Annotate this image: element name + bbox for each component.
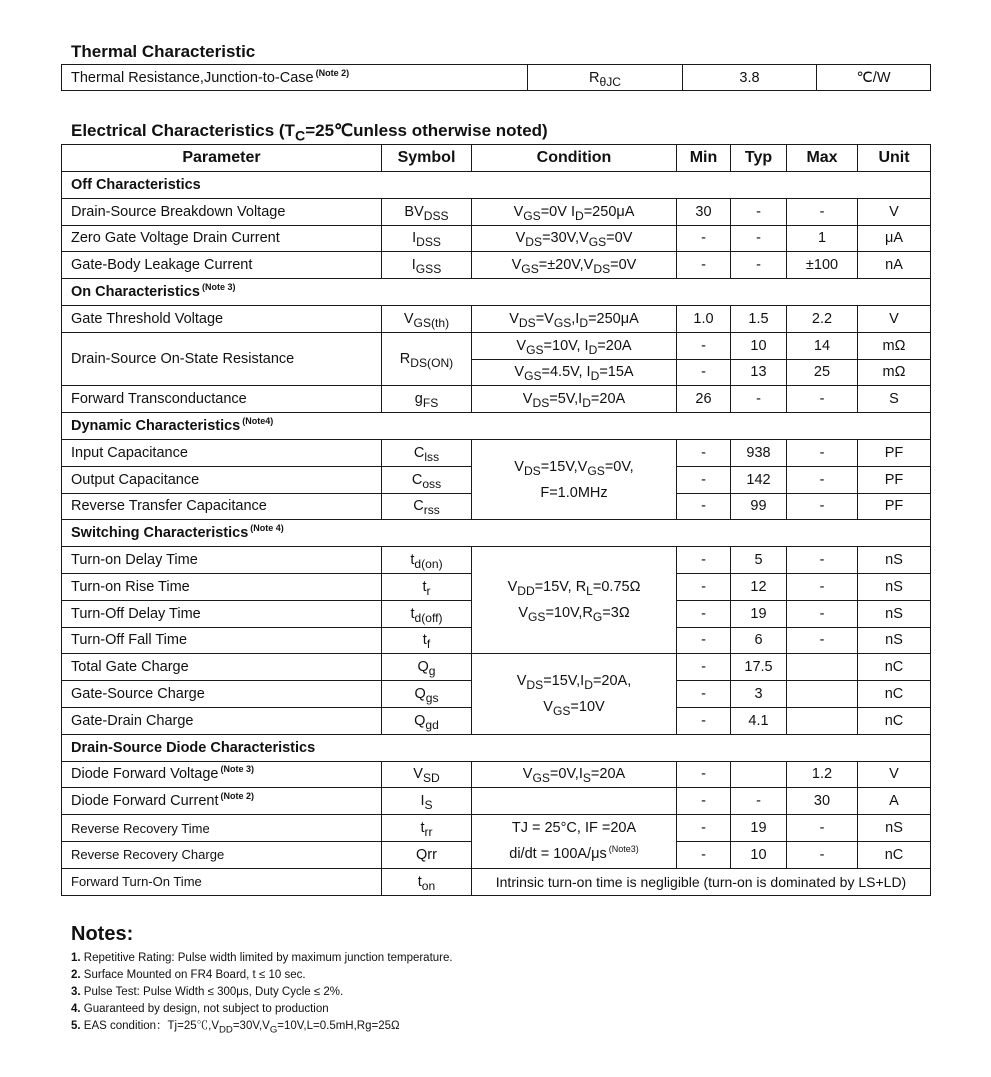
condition-cell: $V_{DS}=15V,V_{GS}=0V$, F=1.0MHz [472, 439, 677, 519]
unit-cell: nC [858, 841, 931, 868]
symbol-sub: f [426, 637, 431, 652]
condition-cell: $V_{GS}=0V,I_S=20A$ [472, 761, 677, 788]
symbol-sub: DS(ON) [410, 355, 454, 370]
unit-cell: V [858, 305, 931, 332]
unit-cell: mΩ [858, 332, 931, 359]
condition-cell: TJ = 25°C, IF =20A di/dt = 100A/μs $^{(Note3)}$ [472, 815, 677, 869]
note-text: =10V,L=0.5mH,Rg=25Ω [277, 1020, 400, 1032]
symbol-sub: on [421, 878, 436, 893]
note-number: 1. [71, 952, 81, 964]
symbol-main: t [417, 873, 422, 890]
param-cell: Reverse Recovery Charge [62, 841, 382, 868]
typ-cell: 12 [731, 573, 787, 600]
unit-cell: A [858, 788, 931, 815]
note-item [71, 984, 453, 1001]
symbol-main: t [420, 820, 425, 837]
condition-cell: $V_{GS}=10V$, $I_D=20A$ [472, 332, 677, 359]
table-row [62, 225, 931, 252]
typ-cell: 6 [731, 627, 787, 654]
typ-cell [731, 761, 787, 788]
table-row [62, 252, 931, 279]
unit-cell: nS [858, 573, 931, 600]
symbol-main: V [413, 766, 423, 783]
min-cell: - [677, 600, 731, 627]
table-row [62, 439, 931, 466]
section-row [62, 279, 931, 306]
unit-cell: mΩ [858, 359, 931, 386]
symbol-cell [382, 600, 472, 627]
symbol-main: I [412, 230, 417, 247]
symbol-sub: gd [425, 717, 439, 732]
unit-cell: nC [858, 681, 931, 708]
symbol-cell: Qrr [382, 841, 472, 868]
symbol-main: C [411, 471, 423, 488]
typ-cell: 19 [731, 815, 787, 842]
unit-cell: nS [858, 627, 931, 654]
param-cell: Gate-Source Charge [62, 681, 382, 708]
note-item [71, 1001, 453, 1018]
param-cell: Forward Turn-On Time [62, 868, 382, 895]
note-sub: DD [219, 1024, 233, 1036]
condition-cell: $V_{GS}=4.5V$, $I_D=15A$ [472, 359, 677, 386]
symbol-sub: lss [424, 449, 440, 464]
table-row [62, 654, 931, 681]
symbol-main: Q [414, 686, 426, 703]
header-max: Max [787, 145, 858, 172]
symbol-main: C [413, 498, 424, 515]
section-label: On Characteristics [71, 284, 200, 301]
symbol-sub: oss [422, 476, 442, 491]
note-number: 2. [71, 969, 81, 981]
symbol-main: I [411, 257, 416, 274]
symbol-sub: DSS [423, 208, 449, 223]
min-cell: - [677, 466, 731, 493]
symbol-cell [382, 761, 472, 788]
value-cell: 3.8 [683, 65, 817, 91]
unit-cell: ℃/W [817, 65, 931, 91]
section-switching [62, 520, 931, 547]
section-on [62, 279, 931, 306]
symbol-cell [382, 332, 472, 386]
param-cell: Gate-Drain Charge [62, 707, 382, 734]
title-part: =25℃unless otherwise noted) [305, 121, 548, 140]
condition-cell: $V_{DS}=V_{GS},I_D=250\mu A$ [472, 305, 677, 332]
table-row [62, 761, 931, 788]
symbol-sub: rr [424, 824, 433, 839]
unit-cell: nA [858, 252, 931, 279]
symbol-cell [382, 654, 472, 681]
typ-cell: 10 [731, 332, 787, 359]
unit-cell: nS [858, 547, 931, 574]
section-off: Off Characteristics [62, 172, 931, 199]
symbol-cell [382, 225, 472, 252]
max-cell: 1.2 [787, 761, 858, 788]
section-row [62, 734, 931, 761]
table-row [62, 65, 931, 91]
note-text: Surface Mounted on FR4 Board, t ≤ 10 sec. [83, 969, 306, 981]
param-cell: Turn-on Rise Time [62, 573, 382, 600]
symbol-main: t [410, 605, 415, 622]
symbol-sub: GS(th) [413, 315, 450, 330]
symbol-cell [382, 815, 472, 842]
typ-cell: 17.5 [731, 654, 787, 681]
typ-cell: - [731, 788, 787, 815]
note-number: 4. [71, 1003, 81, 1015]
min-cell: - [677, 841, 731, 868]
condition-cell [472, 788, 677, 815]
typ-cell: - [731, 386, 787, 413]
table-row [62, 815, 931, 842]
note-ref: (Note4) [242, 416, 274, 427]
param-text: Diode Forward Current [71, 793, 219, 810]
min-cell: - [677, 815, 731, 842]
note-text: Pulse Test: Pulse Width ≤ 300μs, Duty Cycle ≤ 2%. [83, 986, 344, 998]
min-cell: - [677, 332, 731, 359]
symbol-sub: GSS [415, 262, 442, 277]
max-cell: - [787, 627, 858, 654]
table-row [62, 305, 931, 332]
table-row [62, 198, 931, 225]
max-cell: - [787, 386, 858, 413]
param-cell: Zero Gate Voltage Drain Current [62, 225, 382, 252]
max-cell: - [787, 547, 858, 574]
notes-title: Notes: [71, 923, 134, 945]
symbol-main: g [414, 391, 423, 408]
symbol-sub: DSS [416, 235, 441, 250]
symbol-cell [382, 386, 472, 413]
symbol-cell [382, 439, 472, 466]
symbol-cell [382, 681, 472, 708]
min-cell: - [677, 788, 731, 815]
param-cell: Turn-on Delay Time [62, 547, 382, 574]
condition-cell: $V_{GS}=0V$ $I_D=250\mu A$ [472, 198, 677, 225]
param-cell: Turn-Off Fall Time [62, 627, 382, 654]
param-cell [62, 65, 528, 91]
min-cell: - [677, 761, 731, 788]
typ-cell: 1.5 [731, 305, 787, 332]
min-cell: - [677, 493, 731, 520]
max-cell: ±100 [787, 252, 858, 279]
max-cell: - [787, 466, 858, 493]
symbol-sub: rss [423, 503, 440, 518]
table-row [62, 868, 931, 895]
max-cell: - [787, 493, 858, 520]
symbol-main: Q [414, 712, 426, 729]
max-cell: - [787, 439, 858, 466]
unit-cell: V [858, 198, 931, 225]
typ-cell: - [731, 225, 787, 252]
condition-cell: $V_{GS}=\pm 20V,V_{DS}=0V$ [472, 252, 677, 279]
symbol-main: t [422, 578, 427, 595]
condition-cell: $V_{DD}=15V$, $R_L=0.75\Omega$ $V_{GS}=10V,R_G=3\Omega$ [472, 547, 677, 654]
symbol-main: R [399, 351, 411, 368]
condition-cell: Intrinsic turn-on time is negligible (turn-on is dominated by LS+LD) [472, 868, 931, 895]
param-cell: Gate Threshold Voltage [62, 305, 382, 332]
param-text: Diode Forward Voltage [71, 766, 219, 783]
section-label: Dynamic Characteristics [71, 418, 241, 435]
max-cell: - [787, 841, 858, 868]
symbol-main: t [422, 632, 427, 649]
condition-cell: $V_{DS}=15V,I_D=20A$, $V_{GS}=10V$ [472, 654, 677, 734]
table-row [62, 547, 931, 574]
typ-cell: - [731, 198, 787, 225]
typ-cell: 5 [731, 547, 787, 574]
max-cell: 2.2 [787, 305, 858, 332]
param-cell: Forward Transconductance [62, 386, 382, 413]
symbol-main: I [420, 793, 425, 810]
header-parameter: Parameter [62, 145, 382, 172]
section-dynamic [62, 413, 931, 440]
min-cell: 26 [677, 386, 731, 413]
thermal-title: Thermal Characteristic [71, 42, 256, 61]
typ-cell: 13 [731, 359, 787, 386]
note-number: 5. [71, 1020, 81, 1032]
symbol-main: BV [404, 203, 424, 220]
min-cell: - [677, 252, 731, 279]
max-cell: - [787, 198, 858, 225]
symbol-cell [382, 252, 472, 279]
unit-cell: V [858, 761, 931, 788]
electrical-title [71, 121, 548, 145]
param-cell: Input Capacitance [62, 439, 382, 466]
max-cell [787, 681, 858, 708]
typ-cell: 99 [731, 493, 787, 520]
min-cell: 30 [677, 198, 731, 225]
min-cell: - [677, 359, 731, 386]
param-cell [62, 761, 382, 788]
section-row [62, 520, 931, 547]
param-cell: Turn-Off Delay Time [62, 600, 382, 627]
symbol-sub: SD [422, 771, 440, 786]
symbol-main: t [410, 552, 415, 569]
note-ref: (Note 2) [220, 791, 254, 802]
symbol-sub: d(off) [414, 610, 443, 625]
header-condition: Condition [472, 145, 677, 172]
max-cell [787, 654, 858, 681]
unit-cell: μA [858, 225, 931, 252]
note-ref: (Note 3) [220, 764, 254, 775]
unit-cell: nS [858, 815, 931, 842]
table-row [62, 788, 931, 815]
header-unit: Unit [858, 145, 931, 172]
title-sub: C [294, 128, 306, 145]
param-cell: Gate-Body Leakage Current [62, 252, 382, 279]
max-cell: - [787, 815, 858, 842]
typ-cell: 3 [731, 681, 787, 708]
max-cell: - [787, 573, 858, 600]
symbol-sub: S [424, 798, 433, 813]
symbol-cell [382, 788, 472, 815]
symbol-sub: d(on) [414, 556, 443, 571]
section-row [62, 172, 931, 199]
symbol-cell [382, 305, 472, 332]
unit-cell: nS [858, 600, 931, 627]
param-cell: Drain-Source On-State Resistance [62, 332, 382, 386]
symbol-sub: r [426, 583, 431, 598]
note-item [71, 1018, 453, 1035]
typ-cell: 938 [731, 439, 787, 466]
typ-cell: - [731, 252, 787, 279]
typ-cell: 19 [731, 600, 787, 627]
note-ref: (Note 3) [201, 282, 236, 293]
title-part: Electrical Characteristics (T [71, 121, 295, 140]
min-cell: - [677, 547, 731, 574]
header-min: Min [677, 145, 731, 172]
max-cell: 14 [787, 332, 858, 359]
section-row [62, 413, 931, 440]
unit-cell: S [858, 386, 931, 413]
note-text: =30V,V [232, 1020, 270, 1032]
param-cell: Drain-Source Breakdown Voltage [62, 198, 382, 225]
min-cell: - [677, 627, 731, 654]
symbol-sub: g [428, 664, 436, 679]
max-cell: - [787, 600, 858, 627]
symbol-cell [382, 493, 472, 520]
section-label: Switching Characteristics [71, 525, 249, 542]
unit-cell: PF [858, 466, 931, 493]
table-row [62, 332, 931, 359]
symbol-main: Q [417, 659, 429, 676]
param-cell: Total Gate Charge [62, 654, 382, 681]
max-cell [787, 707, 858, 734]
note-sub: G [269, 1024, 278, 1036]
symbol-main: R [589, 69, 600, 86]
min-cell: - [677, 439, 731, 466]
section-diode: Drain-Source Diode Characteristics [62, 734, 931, 761]
condition-cell: $V_{DS}=30V,V_{GS}=0V$ [472, 225, 677, 252]
param-text: Thermal Resistance,Junction-to-Case [71, 69, 314, 86]
min-cell: - [677, 654, 731, 681]
unit-cell: nC [858, 707, 931, 734]
note-ref: (Note 4) [250, 523, 284, 534]
symbol-cell [382, 868, 472, 895]
note-text: EAS condition：Tj=25℃,V [83, 1020, 219, 1032]
max-cell: 1 [787, 225, 858, 252]
min-cell: 1.0 [677, 305, 731, 332]
note-item [71, 967, 453, 984]
note-number: 3. [71, 986, 81, 998]
note-text: Guaranteed by design, not subject to production [83, 1003, 329, 1015]
electrical-table [61, 144, 931, 896]
typ-cell: 142 [731, 466, 787, 493]
note-ref: (Note 2) [315, 67, 350, 78]
notes-list [71, 950, 453, 1035]
unit-cell: PF [858, 493, 931, 520]
symbol-cell [382, 198, 472, 225]
condition-cell: $V_{DS}=5V,I_D=20A$ [472, 386, 677, 413]
min-cell: - [677, 681, 731, 708]
symbol-main: V [403, 310, 414, 327]
symbol-cell [528, 65, 683, 91]
param-cell [62, 788, 382, 815]
typ-cell: 4.1 [731, 707, 787, 734]
symbol-cell [382, 466, 472, 493]
symbol-cell [382, 573, 472, 600]
note-text: Repetitive Rating: Pulse width limited by maximum junction temperature. [83, 952, 453, 964]
table-row [62, 386, 931, 413]
unit-cell: PF [858, 439, 931, 466]
symbol-sub: θJC [599, 74, 621, 89]
unit-cell: nC [858, 654, 931, 681]
param-cell: Output Capacitance [62, 466, 382, 493]
symbol-sub: FS [422, 396, 439, 411]
param-cell: Reverse Transfer Capacitance [62, 493, 382, 520]
min-cell: - [677, 225, 731, 252]
note-item [71, 950, 453, 967]
max-cell: 30 [787, 788, 858, 815]
max-cell: 25 [787, 359, 858, 386]
symbol-cell [382, 547, 472, 574]
symbol-cell [382, 627, 472, 654]
header-row [62, 145, 931, 172]
thermal-table [61, 64, 931, 91]
symbol-cell [382, 707, 472, 734]
min-cell: - [677, 573, 731, 600]
symbol-main: C [413, 444, 425, 461]
header-symbol: Symbol [382, 145, 472, 172]
symbol-sub: gs [425, 690, 439, 705]
header-typ: Typ [731, 145, 787, 172]
typ-cell: 10 [731, 841, 787, 868]
param-cell: Reverse Recovery Time [62, 815, 382, 842]
min-cell: - [677, 707, 731, 734]
